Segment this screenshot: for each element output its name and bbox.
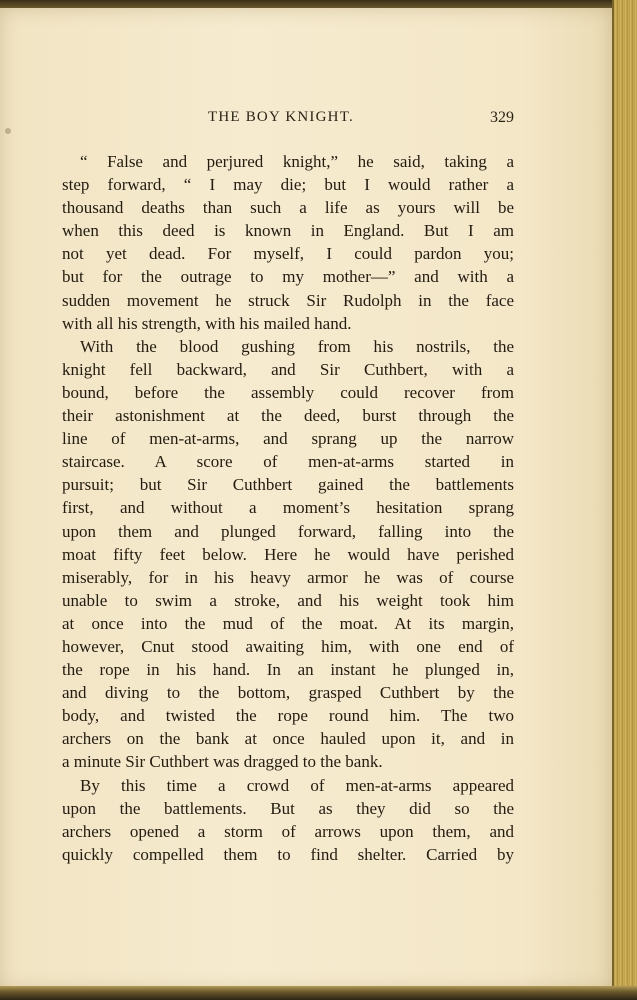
- text-line: when this deed is known in England. But I am: [62, 221, 514, 241]
- body-text: [62, 150, 514, 866]
- text-line: staircase. A score of men-at-arms started in: [62, 452, 514, 472]
- running-header: [62, 109, 514, 133]
- text-line: step forward, “ I may die; but I would rather a: [62, 175, 514, 195]
- text-line: By this time a crowd of men-at-arms appeared: [80, 775, 514, 795]
- text-line: however, Cnut stood awaiting him, with one end of: [62, 636, 514, 656]
- text-line: archers opened a storm of arrows upon them, and: [62, 821, 514, 841]
- page-smudge-mark: [5, 128, 11, 134]
- text-line: body, and twisted the rope round him. The two: [62, 706, 514, 726]
- running-title: THE BOY KNIGHT.: [208, 109, 354, 125]
- text-line: quickly compelled them to find shelter. Carried by: [62, 844, 514, 864]
- text-line: moat fifty feet below. Here he would have perished: [62, 544, 514, 564]
- text-line: upon the battlements. But as they did so the: [62, 798, 514, 818]
- text-line: a minute Sir Cuthbert was dragged to the bank.: [62, 752, 383, 772]
- text-line: with all his strength, with his mailed hand.: [62, 313, 352, 333]
- text-line: unable to swim a stroke, and his weight took him: [62, 590, 514, 610]
- text-line: and diving to the bottom, grasped Cuthbert by the: [62, 683, 514, 703]
- text-line: not yet dead. For myself, I could pardon you;: [62, 244, 514, 264]
- book-bottom-edge: [0, 986, 637, 1000]
- text-line: line of men-at-arms, and sprang up the narrow: [62, 429, 514, 449]
- text-line: their astonishment at the deed, burst through the: [62, 406, 514, 426]
- text-line: at once into the mud of the moat. At its margin,: [62, 613, 514, 633]
- text-line: but for the outrage to my mother—” and with a: [62, 267, 514, 287]
- text-line: bound, before the assembly could recover from: [62, 382, 514, 402]
- text-line: thousand deaths than such a life as yours will be: [62, 198, 514, 218]
- text-line: archers on the bank at once hauled upon it, and in: [62, 729, 514, 749]
- text-line: knight fell backward, and Sir Cuthbert, with a: [62, 359, 514, 379]
- text-line: pursuit; but Sir Cuthbert gained the battlements: [62, 475, 514, 495]
- text-line: With the blood gushing from his nostrils, the: [80, 336, 514, 356]
- page-number: 329: [490, 109, 514, 126]
- text-line: “ False and perjured knight,” he said, taking a: [80, 152, 514, 171]
- text-line: first, and without a moment’s hesitation sprang: [62, 498, 514, 518]
- book-page-edges: [612, 0, 637, 1000]
- text-line: miserably, for in his heavy armor he was of course: [62, 567, 514, 587]
- text-line: upon them and plunged forward, falling into the: [62, 521, 514, 541]
- text-line: the rope in his hand. In an instant he plunged in,: [62, 660, 514, 680]
- text-line: sudden movement he struck Sir Rudolph in the face: [62, 290, 514, 310]
